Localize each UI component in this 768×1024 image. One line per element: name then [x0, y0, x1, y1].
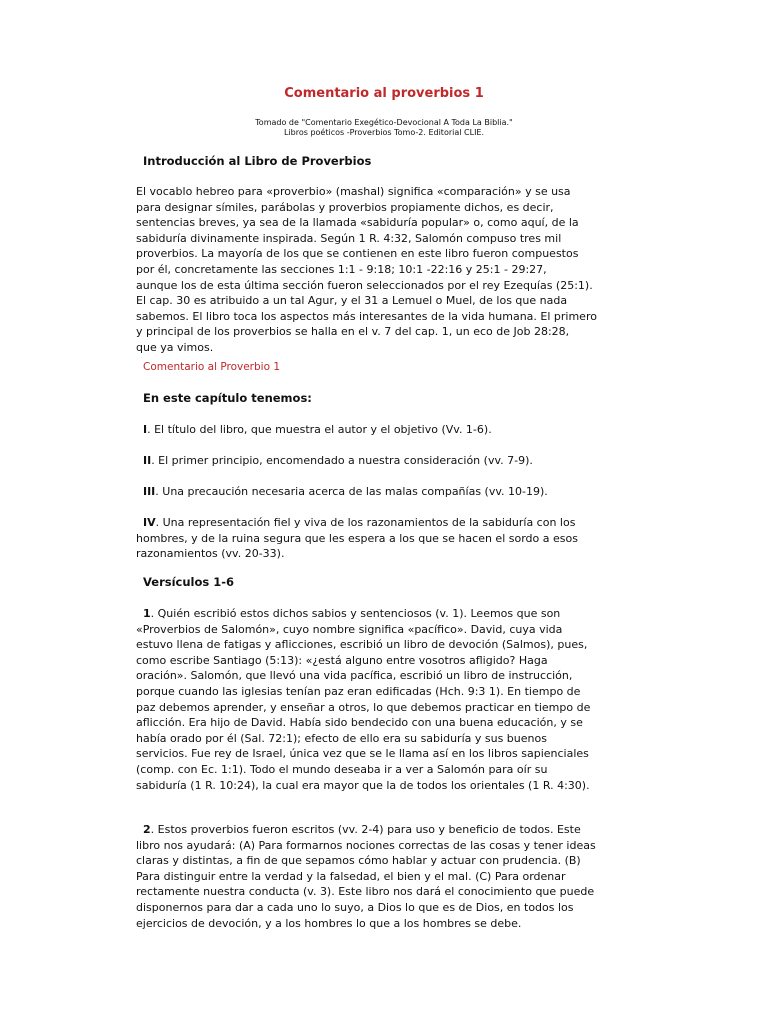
text-line: oración». Salomón, que llevó una vida pacífica, escribió un libro de instrucción,: [136, 669, 573, 683]
item-number: IV: [143, 516, 156, 529]
text-line: sentencias breves, ya sea de la llamada «sabiduría popular» o, como aquí, de la: [136, 216, 579, 230]
text-line: había orado por él (Sal. 72:1); efecto de ello era su sabiduría y sus buenos: [136, 731, 547, 745]
text-line: disponernos para dar a cada uno lo suyo, a Dios lo que es de Dios, en todos los: [136, 900, 574, 914]
text-line: para designar símiles, parábolas y proverbios propiamente dichos, es decir,: [136, 200, 554, 214]
text-line: Para distinguir entre la verdad y la falsedad, el bien y el mal. (C) Para ordenar: [136, 869, 566, 883]
text-line: razonamientos (vv. 20-33).: [136, 547, 285, 561]
intro-paragraph: [136, 184, 636, 356]
text-line: hombres, y de la ruina segura que les espera a los que se hacen el sordo a esos: [136, 531, 578, 545]
verse-paragraph-2: [136, 822, 636, 931]
document-title: Comentario al proverbios 1: [284, 86, 484, 101]
source-line: Tomado de "Comentario Exegético-Devocional A Toda La Biblia.": [255, 118, 513, 127]
text-line: porque cuando las iglesias tenían paz eran edificadas (Hch. 9:3 1). En tiempo de: [136, 684, 581, 698]
source-line: Libros poéticos -Proverbios Tomo-2. Editorial CLIE.: [283, 128, 485, 137]
text-line: sabiduría divinamente inspirada. Según 1 R. 4:32, Salomón compuso tres mil: [136, 231, 562, 245]
verse-paragraph-1: [136, 606, 636, 793]
item-I: [143, 422, 643, 438]
item-III: [143, 484, 643, 500]
text-line: y principal de los proverbios se halla en el v. 7 del cap. 1, un eco de Job 28:28,: [136, 325, 570, 339]
text-line: (comp. con Ec. 1:1). Todo el mundo deseaba ir a ver a Salomón para oír su: [136, 762, 548, 776]
text-line: como escribe Santiago (5:13): «¿está alguno entre vosotros afligido? Haga: [136, 653, 548, 667]
text-line: . Quién escribió estos dichos sabios y sentenciosos (v. 1). Leemos que son: [150, 607, 561, 620]
source-note: [0, 118, 768, 138]
text-line: proverbios. La mayoría de los que se contienen en este libro fueron compuestos: [136, 247, 579, 261]
text-line: El cap. 30 es atribuido a un tal Agur, y el 31 a Lemuel o Muel, de los que nada: [136, 294, 568, 308]
text-line: sabemos. El libro toca los aspectos más interesantes de la vida humana. El primero: [136, 309, 597, 323]
item-text: . Una precaución necesaria acerca de las malas compañías (vv. 10-19).: [155, 485, 548, 498]
text-line: aflicción. Era hijo de David. Había sido bendecido con una buena educación, y se: [136, 716, 583, 730]
item-text: . El título del libro, que muestra el autor y el objetivo (Vv. 1-6).: [147, 423, 492, 436]
text-line: que ya vimos.: [136, 340, 214, 354]
text-line: paz debemos aprender, y enseñar a otros, lo que debemos practicar en tiempo de: [136, 700, 591, 714]
verses-heading: Versículos 1-6: [143, 575, 235, 589]
verse-number: 2: [143, 823, 151, 836]
item-IV: [136, 515, 636, 562]
text-line: rectamente nuestra conducta (v. 3). Este libro nos dará el conocimiento que puede: [136, 885, 595, 899]
item-text: . Una representación fiel y viva de los razonamientos de la sabiduría con los: [155, 516, 576, 529]
text-line: ejercicios de devoción, y a los hombres lo que a los hombres se debe.: [136, 916, 522, 930]
item-number: III: [143, 485, 156, 498]
commentary-heading: Comentario al Proverbio 1: [143, 361, 281, 373]
text-line: El vocablo hebreo para «proverbio» (mashal) significa «comparación» y se usa: [136, 185, 571, 198]
text-line: estuvo llena de fatigas y aflicciones, escribió un libro de devoción (Salmos), pues,: [136, 638, 588, 652]
text-line: libro nos ayudará: (A) Para formarnos nociones correctas de las cosas y tener ideas: [136, 838, 596, 852]
text-line: aunque los de esta última sección fueron seleccionados por el rey Ezequías (25:1).: [136, 278, 593, 292]
item-number: I: [143, 423, 148, 436]
text-line: «Proverbios de Salomón», cuyo nombre significa «pacífico». David, cuya vida: [136, 622, 563, 636]
text-line: por él, concretamente las secciones 1:1 - 9:18; 10:1 -22:16 y 25:1 - 29:27,: [136, 262, 547, 276]
text-line: . Estos proverbios fueron escritos (vv. 2-4) para uso y beneficio de todos. Este: [150, 823, 581, 836]
text-line: claras y distintas, a fin de que sepamos cómo hablar y actuar con prudencia. (B): [136, 854, 581, 868]
item-number: II: [143, 454, 152, 467]
item-text: . El primer principio, encomendado a nuestra consideración (vv. 7-9).: [151, 454, 533, 467]
item-II: [143, 453, 643, 469]
verse-number: 1: [143, 607, 151, 620]
text-line: sabiduría (1 R. 10:24), la cual era mayor que la de todos los orientales (1 R. 4:30).: [136, 778, 590, 792]
intro-heading: Introducción al Libro de Proverbios: [143, 154, 372, 168]
text-line: servicios. Fue rey de Israel, única vez que se le llama así en los libros sapienciales: [136, 747, 589, 761]
chapter-heading: En este capítulo tenemos:: [143, 391, 312, 405]
